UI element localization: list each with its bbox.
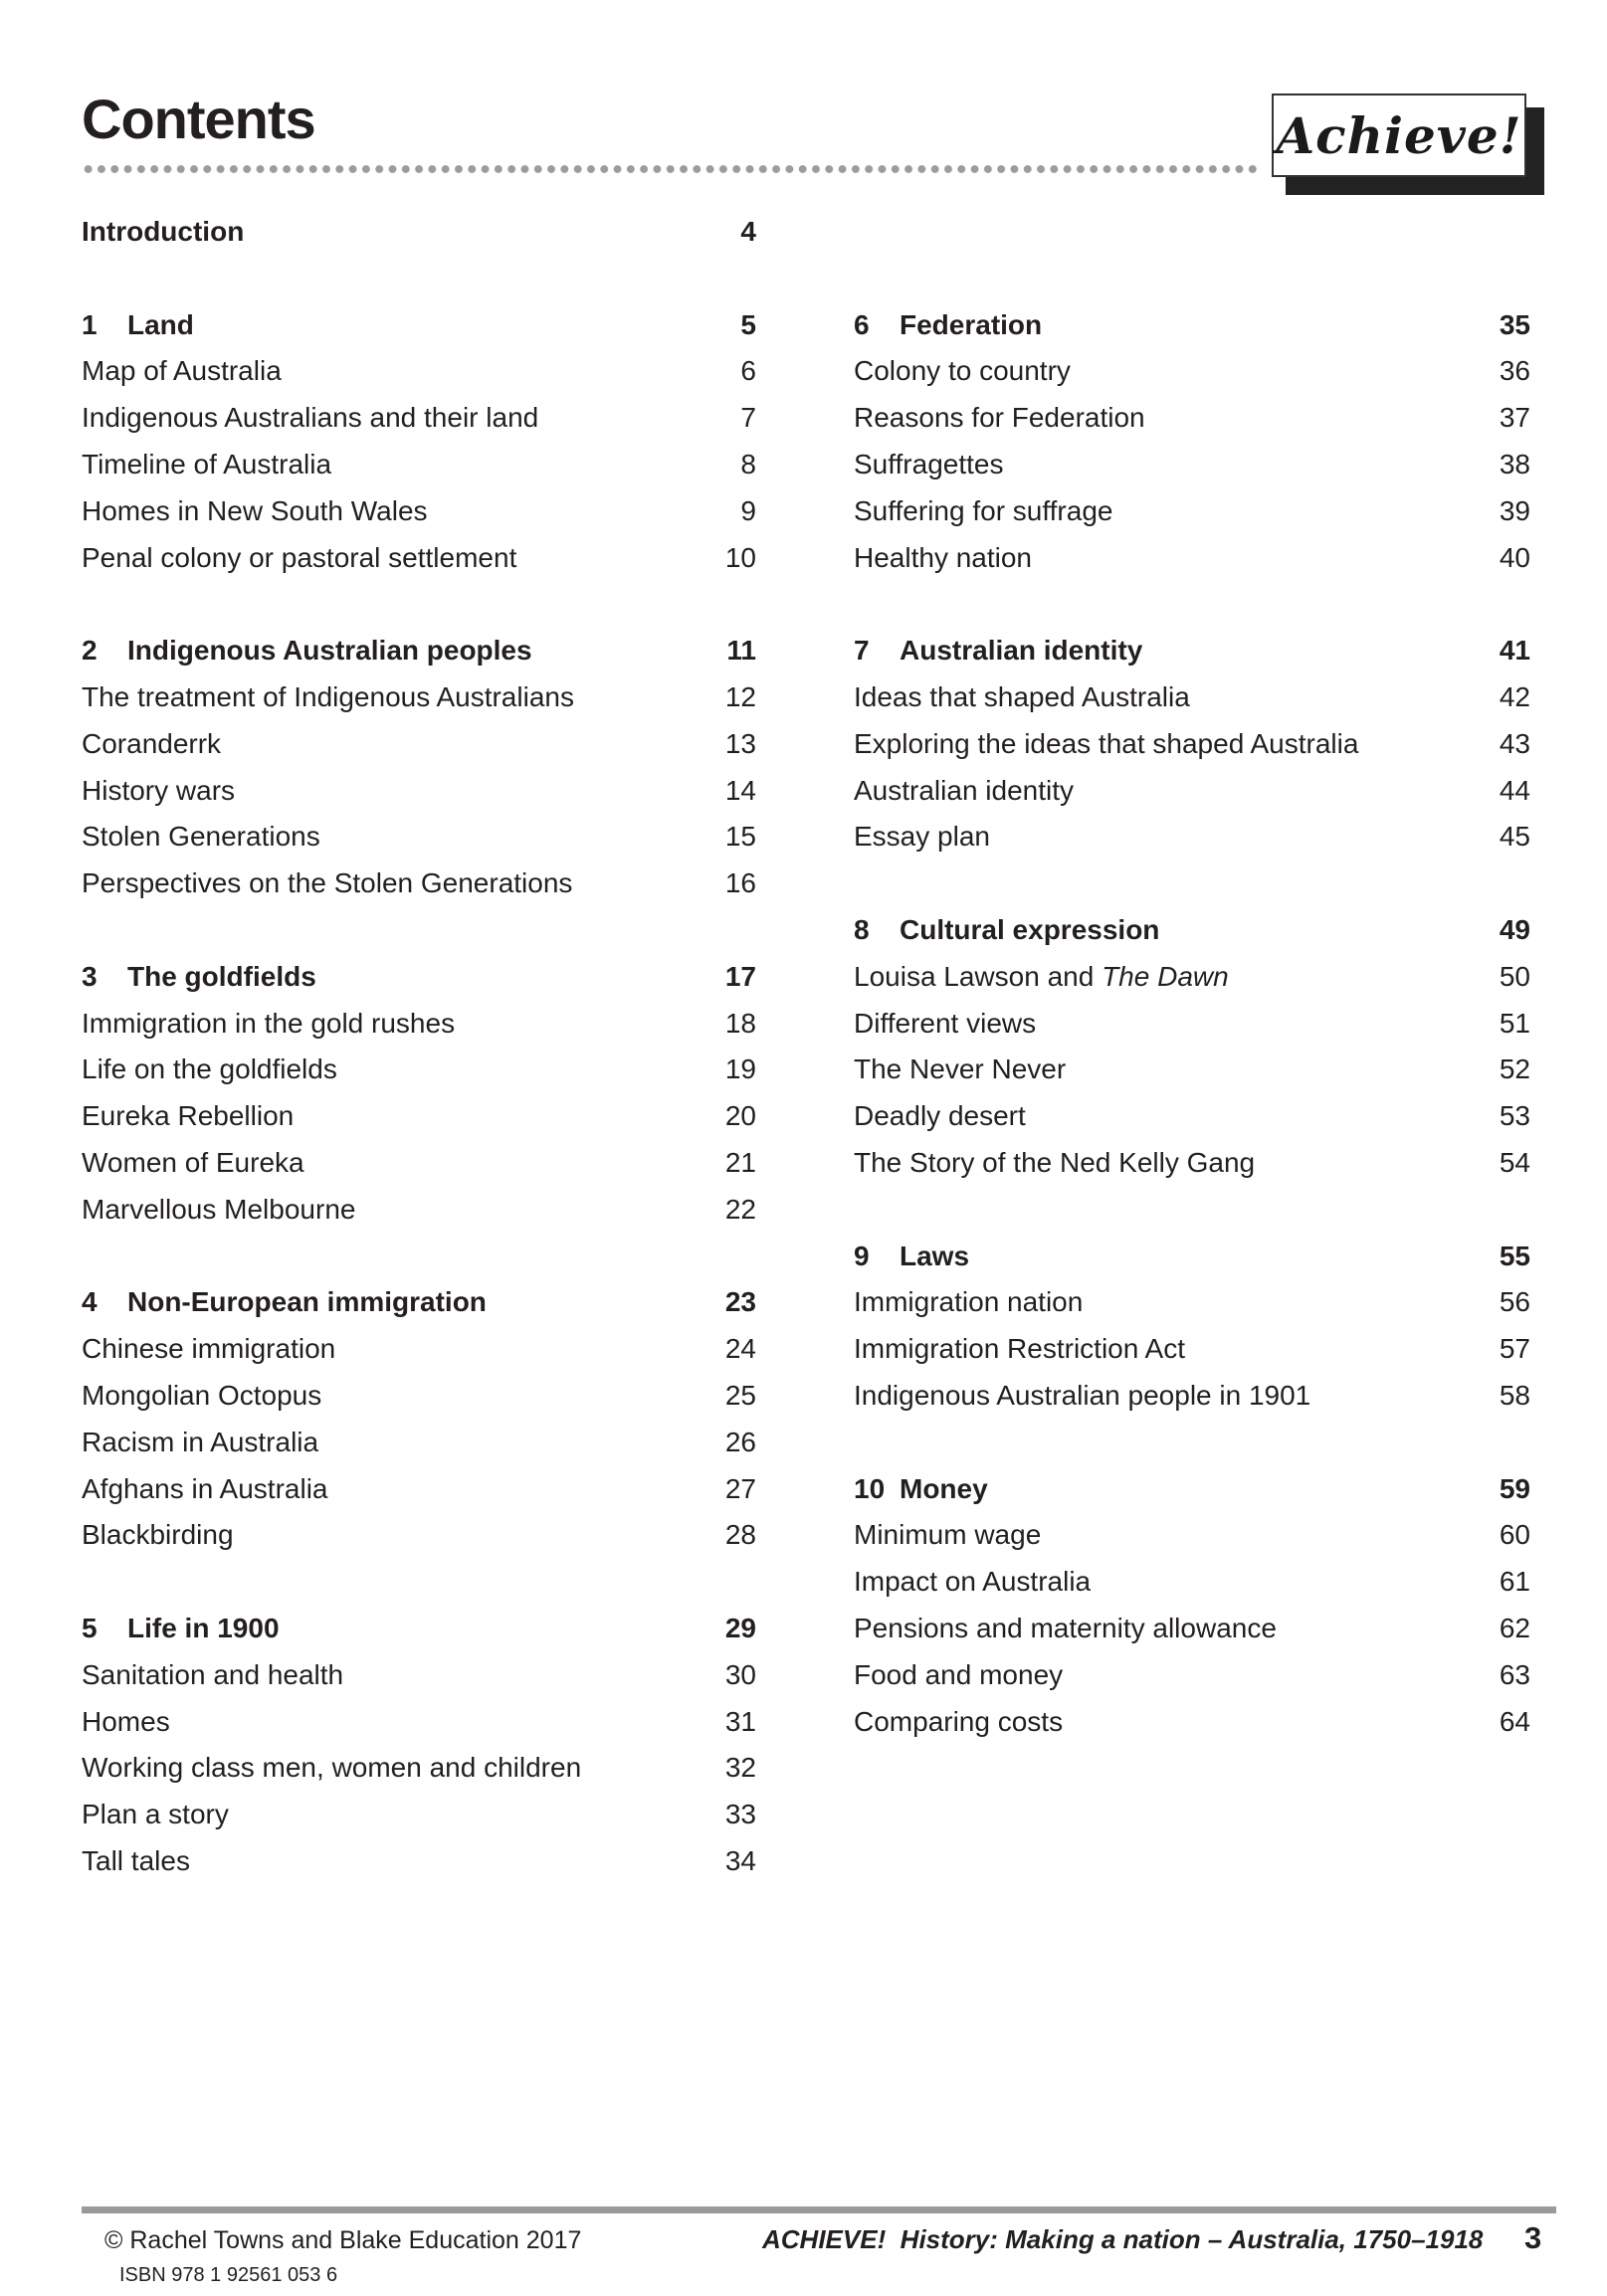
toc-entry-page: 9 [740,494,756,526]
toc-entry-page: 26 [724,1426,756,1457]
toc-entry-label: Working class men, women and children [82,1752,582,1784]
chapter-number: 4 [82,1286,98,1318]
chapter-heading [854,1234,1530,1280]
toc-entry-label: Reasons for Federation [854,402,1145,434]
toc-entry-label: Minimum wage [854,1519,1042,1551]
toc-entry [854,674,1530,721]
toc-entry [82,1373,756,1420]
toc-entry [854,1606,1530,1652]
toc-entry [82,1745,756,1792]
toc-entry-label: Homes [82,1705,170,1737]
toc-entry [82,768,756,815]
toc-entry-page: 54 [1499,1146,1530,1178]
toc-entry [82,861,756,907]
toc-entry-label: Indigenous Australian people in 1901 [854,1379,1311,1411]
toc-introduction-label: Introduction [82,216,245,247]
toc-entry-page: 37 [1499,402,1530,434]
toc-entry-label: Sanitation and health [82,1658,344,1690]
dotted-divider [82,164,1261,174]
toc-entry [82,535,756,582]
chapter-heading [82,1606,756,1652]
page-title: Contents [82,88,315,150]
toc-entry [854,395,1530,442]
chapter-section [854,628,1530,907]
chapter-section [82,1606,756,1932]
toc-entry [854,1279,1530,1326]
toc-entry-page: 36 [1499,355,1530,387]
toc-introduction-page: 4 [740,216,756,247]
toc-entry-page: 61 [1499,1566,1530,1598]
chapter-number: 7 [854,635,870,667]
toc-entry-label: The Story of the Ned Kelly Gang [854,1146,1256,1178]
toc-entry-label: Louisa Lawson and [854,960,1103,992]
toc-entry-label: The Never Never [854,1053,1067,1085]
chapter-heading [82,1279,756,1326]
chapter-page: 55 [1499,1240,1530,1271]
toc-entry-page: 63 [1499,1658,1530,1690]
toc-entry-page: 7 [740,402,756,434]
chapter-title: Life in 1900 [127,1612,280,1643]
toc-entry-label: Eureka Rebellion [82,1100,295,1132]
isbn: ISBN 978 1 92561 053 6 [119,2264,338,2286]
chapter-section [854,907,1530,1234]
toc-entry-label: Perspectives on the Stolen Generations [82,867,573,899]
toc-entry-page: 6 [740,355,756,387]
toc-entry [82,1047,756,1093]
toc-entry-page: 19 [724,1053,756,1085]
toc-entry [854,1559,1530,1606]
toc-entry [82,721,756,768]
toc-entry [82,488,756,535]
toc-entry [82,348,756,395]
chapter-heading [854,302,1530,349]
toc-entry-page: 43 [1499,727,1530,759]
toc-entry-page: 33 [724,1799,756,1830]
chapter-page: 17 [724,960,756,992]
toc-entry-page: 12 [724,680,756,712]
toc-entry [854,721,1530,768]
chapter-heading [854,1466,1530,1513]
toc-entry-label-italic: The Dawn [1102,960,1229,992]
toc-entry-label: Mongolian Octopus [82,1379,322,1411]
toc-entry [82,1699,756,1746]
toc-entry-page: 53 [1499,1100,1530,1132]
toc-entry-label: Australian identity [854,774,1075,806]
toc-entry-label: Marvellous Melbourne [82,1193,356,1225]
toc-entry-label: Indigenous Australians and their land [82,402,539,434]
toc-entry-page: 44 [1499,774,1530,806]
toc-entry-label: Life on the goldfields [82,1053,337,1085]
toc-entry-page: 25 [724,1379,756,1411]
toc-entry-page: 18 [724,1007,756,1039]
achieve-logo: Achieve! [1272,94,1526,177]
toc-entry-page: 15 [724,821,756,853]
toc-entry-page: 62 [1499,1612,1530,1643]
chapter-title: Indigenous Australian peoples [127,635,532,667]
toc-entry [82,1001,756,1048]
toc-entry [854,442,1530,488]
toc-entry [82,442,756,488]
chapter-title: Laws [900,1240,970,1271]
toc-entry-page: 56 [1499,1286,1530,1318]
chapter-heading [82,302,756,349]
toc-entry [854,768,1530,815]
toc-entry-page: 38 [1499,448,1530,479]
toc-entry-page: 32 [724,1752,756,1784]
toc-entry-label: Homes in New South Wales [82,494,428,526]
toc-entry [82,1838,756,1885]
toc-entry [82,1792,756,1838]
toc-entry [854,1326,1530,1373]
chapter-section [82,954,756,1280]
chapter-number: 10 [854,1472,886,1504]
chapter-title: Money [900,1472,988,1504]
chapter-section [82,628,756,954]
chapter-section [854,1234,1530,1466]
toc-entry-label: Blackbirding [82,1519,234,1551]
toc-entry-page: 51 [1499,1007,1530,1039]
chapter-heading [82,954,756,1001]
toc-entry-page: 39 [1499,494,1530,526]
chapter-page: 11 [726,635,756,667]
chapter-page: 59 [1499,1472,1530,1504]
chapter-section [82,1279,756,1606]
toc-entry [854,1140,1530,1187]
chapter-section [854,1466,1530,1793]
toc-entry-page: 50 [1499,960,1530,992]
toc-entry-page: 31 [724,1705,756,1737]
toc-entry-label: Chinese immigration [82,1333,336,1365]
toc-entry-page: 20 [724,1100,756,1132]
toc-entry-label: Exploring the ideas that shaped Australia [854,727,1359,759]
toc-entry [82,1326,756,1373]
toc-entry [854,954,1530,1001]
chapter-heading [82,628,756,674]
chapter-number: 3 [82,960,98,992]
toc-entry-page: 40 [1499,541,1530,573]
toc-entry-label: Penal colony or pastoral settlement [82,541,517,573]
toc-entry-label: Suffering for suffrage [854,494,1113,526]
toc-entry [854,1652,1530,1699]
toc-entry [82,1187,756,1234]
toc-entry-label: Immigration Restriction Act [854,1333,1185,1365]
book-title: ACHIEVE! History: Making a nation – Australia, 1750–1918 [762,2224,1484,2254]
toc-entry-page: 45 [1499,821,1530,853]
contents-column-left [82,209,756,1931]
toc-entry [854,1512,1530,1559]
chapter-title: Land [127,308,194,340]
toc-entry-label: Pensions and maternity allowance [854,1612,1277,1643]
toc-entry-label: Stolen Generations [82,821,320,853]
toc-entry-label: Tall tales [82,1844,190,1876]
toc-entry-page: 28 [724,1519,756,1551]
toc-entry-page: 21 [724,1146,756,1178]
chapter-title: The goldfields [127,960,316,992]
toc-entry-label: Racism in Australia [82,1426,319,1457]
toc-entry-page: 64 [1499,1705,1530,1737]
chapter-page: 35 [1499,308,1530,340]
chapter-number: 1 [82,308,98,340]
toc-entry-label: Immigration nation [854,1286,1084,1318]
toc-entry-label: Comparing costs [854,1705,1064,1737]
chapter-heading [854,907,1530,954]
chapter-heading [854,628,1530,674]
chapter-page: 5 [740,308,756,340]
toc-entry-label: Afghans in Australia [82,1472,328,1504]
toc-entry-label: Impact on Australia [854,1566,1092,1598]
chapter-title: Australian identity [900,635,1143,667]
toc-entry-page: 22 [724,1193,756,1225]
toc-entry-label: Women of Eureka [82,1146,304,1178]
chapter-page: 41 [1499,635,1530,667]
toc-entry-label: Colony to country [854,355,1071,387]
toc-entry-page: 52 [1499,1053,1530,1085]
chapter-page: 29 [724,1612,756,1643]
toc-entry-page: 30 [724,1658,756,1690]
toc-entry-label: Essay plan [854,821,990,853]
toc-entry-page: 60 [1499,1519,1530,1551]
toc-entry-label: Immigration in the gold rushes [82,1007,456,1039]
toc-entry-page: 42 [1499,680,1530,712]
toc-entry-page: 57 [1499,1333,1530,1365]
toc-entry [82,674,756,721]
toc-entry-page: 24 [724,1333,756,1365]
chapter-page: 49 [1499,913,1530,945]
chapter-number: 6 [854,308,870,340]
toc-entry-label: Suffragettes [854,448,1004,479]
chapter-title: Non-European immigration [127,1286,487,1318]
toc-entry-page: 58 [1499,1379,1530,1411]
toc-entry-label: Different views [854,1007,1037,1039]
chapter-section [82,302,756,629]
toc-entry-page: 13 [724,727,756,759]
toc-entry [82,1466,756,1513]
toc-entry [854,488,1530,535]
toc-entry [82,1093,756,1140]
toc-entry [82,1512,756,1559]
chapter-title: Cultural expression [900,913,1160,945]
page-number: 3 [1524,2220,1542,2255]
toc-entry-page: 34 [724,1844,756,1876]
toc-entry-label: Timeline of Australia [82,448,332,479]
footer-rule [82,2206,1556,2213]
toc-entry [82,1652,756,1699]
toc-entry [854,1373,1530,1420]
toc-entry [854,1001,1530,1048]
toc-entry-label: Ideas that shaped Australia [854,680,1190,712]
toc-entry-label: History wars [82,774,236,806]
toc-entry [854,1093,1530,1140]
toc-entry-label: The treatment of Indigenous Australians [82,680,574,712]
toc-entry [854,1699,1530,1746]
toc-entry-label: Healthy nation [854,541,1033,573]
toc-entry [82,395,756,442]
toc-entry-label: Plan a story [82,1799,229,1830]
toc-entry-page: 10 [724,541,756,573]
toc-entry-page: 27 [724,1472,756,1504]
toc-entry-page: 8 [740,448,756,479]
toc-entry-label: Food and money [854,1658,1064,1690]
toc-introduction [82,209,756,256]
toc-entry-label: Coranderrk [82,727,222,759]
toc-entry [854,535,1530,582]
toc-entry-page: 14 [724,774,756,806]
chapter-number: 5 [82,1612,98,1643]
toc-entry-page: 16 [724,867,756,899]
toc-entry [854,348,1530,395]
chapter-page: 23 [724,1286,756,1318]
toc-entry [82,1420,756,1466]
copyright-notice: © Rachel Towns and Blake Education 2017 [104,2226,582,2254]
chapter-number: 9 [854,1240,870,1271]
chapter-number: 8 [854,913,870,945]
chapter-title: Federation [900,308,1043,340]
toc-entry-label: Map of Australia [82,355,282,387]
chapter-section [854,302,1530,629]
toc-entry [854,814,1530,861]
toc-entry [82,1140,756,1187]
toc-entry [854,1047,1530,1093]
toc-entry-label: Deadly desert [854,1100,1026,1132]
toc-entry [82,814,756,861]
contents-column-right [854,209,1530,1792]
chapter-number: 2 [82,635,98,667]
